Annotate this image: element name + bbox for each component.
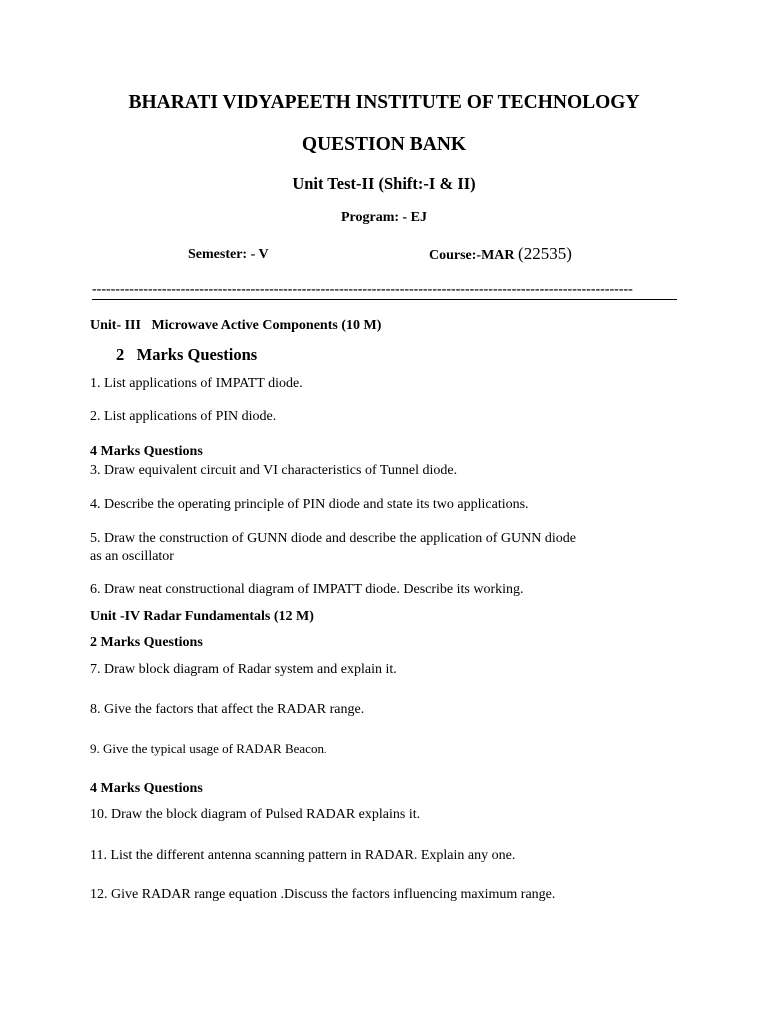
question-4: 4. Describe the operating principle of PIN diode and state its two applications. [90, 497, 529, 512]
unit-4-four-marks-heading: 4 Marks Questions [90, 781, 203, 796]
semester-label: Semester: - V [188, 247, 269, 262]
divider-line [92, 299, 677, 300]
question-10: 10. Draw the block diagram of Pulsed RADAR explains it. [90, 807, 421, 822]
document-type-heading: QUESTION BANK [301, 134, 467, 155]
question-9-period: . [323, 745, 327, 755]
question-12: 12. Give RADAR range equation .Discuss the factors influencing maximum range. [90, 887, 556, 902]
unit-test-heading: Unit Test-II (Shift:-I & II) [292, 174, 476, 193]
question-5 [90, 530, 576, 566]
program-label: Program: - EJ [340, 210, 428, 225]
course-label [429, 244, 572, 264]
unit-4-heading: Unit -IV Radar Fundamentals (12 M) [90, 609, 314, 624]
question-9 [90, 741, 326, 758]
question-9-text: 9. Give the typical usage of RADAR Beacon [90, 741, 324, 756]
question-5-line-2: as an oscillator [90, 549, 174, 564]
unit-4-two-marks-heading: 2 Marks Questions [90, 635, 203, 650]
course-code: (22535) [518, 244, 572, 263]
unit-3-two-marks-heading: 2 Marks Questions [116, 345, 258, 364]
question-3: 3. Draw equivalent circuit and VI characteristics of Tunnel diode. [90, 463, 458, 478]
institute-title: BHARATI VIDYAPEETH INSTITUTE OF TECHNOLOGY [128, 92, 640, 113]
dashed-divider: -------------------------------------------------------------------------------------------------------------------- [92, 282, 633, 297]
question-5-line-1: 5. Draw the construction of GUNN diode and describe the application of GUNN diode [90, 531, 576, 546]
question-7: 7. Draw block diagram of Radar system and explain it. [90, 662, 397, 677]
unit-3-heading: Unit- III Microwave Active Components (10 M) [90, 318, 382, 333]
question-1: 1. List applications of IMPATT diode. [90, 376, 303, 391]
question-11: 11. List the different antenna scanning pattern in RADAR. Explain any one. [90, 848, 516, 863]
course-name: Course:-MAR [429, 248, 515, 263]
question-6: 6. Draw neat constructional diagram of IMPATT diode. Describe its working. [90, 582, 524, 597]
unit-3-four-marks-heading: 4 Marks Questions [90, 444, 203, 459]
question-8: 8. Give the factors that affect the RADAR range. [90, 702, 365, 717]
question-2: 2. List applications of PIN diode. [90, 409, 277, 424]
